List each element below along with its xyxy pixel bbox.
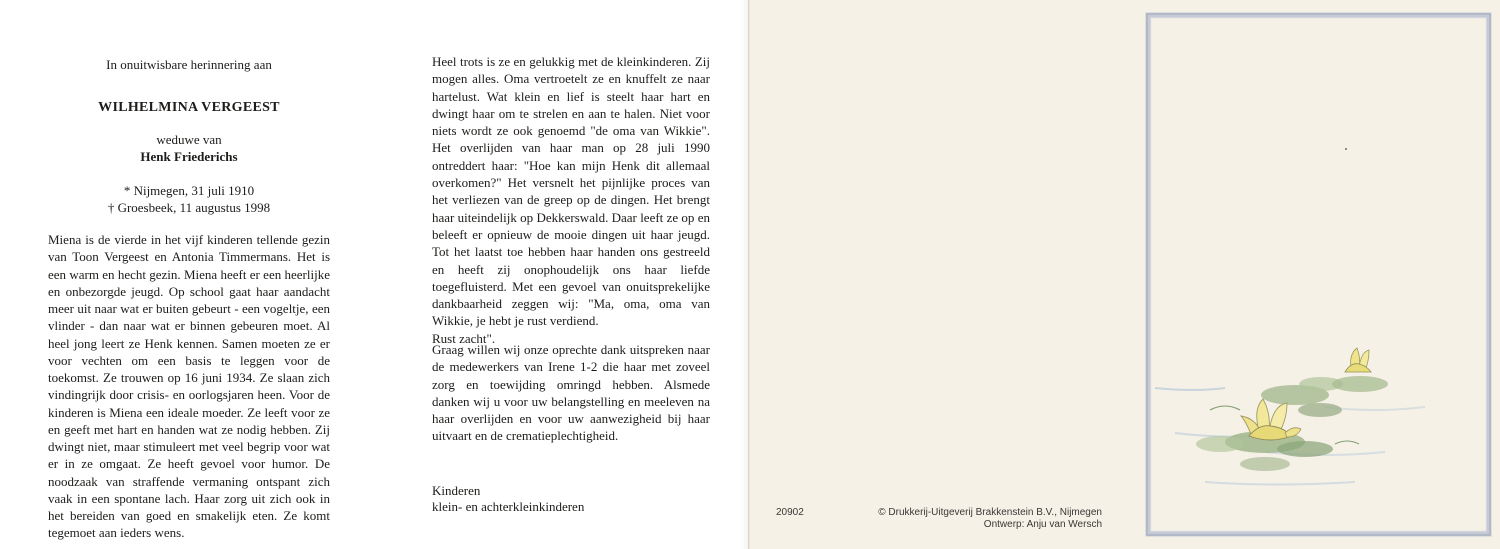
designer-credit: Ontwerp: Anju van Wersch	[983, 519, 1102, 530]
birth-line: * Nijmegen, 31 juli 1910	[123, 183, 255, 198]
signoff-grandchildren: klein- en achterkleinkinderen	[432, 499, 585, 514]
biography-text: Miena is de vierde in het vijf kinderen tellende gezin van Toon Vergeest en Antonia Timmermans. Het is een warm en hecht gezin. Miena heeft er een heerlijke en onbezorgde jeugd. Op school gaat haar aandacht meer uit naar wat er buiten gebeurt - een vogeltje, een vlinder - dan naar wat er binnen gebeuren moet. Al heel jong leert ze Henk kennen. Samen moeten ze er voor vechten om een basis te leggen voor de toekomst. Ze trouwen op 16 juni 1934. Ze slaan zich vindingrijk door crisis- en oorlogsjaren heen. Voor de kinderen is Miena een ideale moeder. Ze leeft voor ze en geeft met hart en handen wat ze nodig hebben. Zij dwingt niet, maar stimuleert met veel begrip voor wat er in ze omgaat. Ze heeft gevoel voor humor. De noodzaak van straffende vermaning ontspant zich vaak in een spontane lach. Haar zorg uit zich ook in het bereiden van goed en smakelijk eten. Ze komt tegemoet aan ieders wens.	[48, 232, 330, 541]
watercolor-frame	[1145, 12, 1494, 538]
thank-you-text: Graag willen wij onze oprechte dank uitspreken naar de medewerkers van Irene 1-2 die haar met zoveel zorg en toewijding omringd hebben. Alsmede danken wij u voor uw belangstelling en meeleven na haar overlijden en voor uw aanwezigheid bij haar uitvaart en de crematieplechtigheid.	[432, 342, 710, 444]
signoff-children: Kinderen	[432, 483, 481, 498]
card-fold	[740, 0, 750, 549]
deceased-name: WILHELMINA VERGEEST	[98, 100, 280, 115]
story-text: Heel trots is ze en gelukkig met de kleinkinderen. Zij mogen alles. Oma vertroetelt ze en knuffelt ze naar hartelust. Wat klein en lief is steelt haar hart en dwingt haar om te strelen en aan te halen. Niet voor niets wordt ze ook genoemd "de oma van Wikkie". Het overlijden van haar man op 28 juli 1990 ontreddert haar: "Hoe kan mijn Henk dit allemaal overkomen?" Het versnelt het pijnlijke proces van het verliezen van de greep op de dingen. Het brengt haar uiteindelijk op Dekkerswald. Daar leeft ze op en beleeft er opnieuw de mooie dingen uit haar jeugd. Tot het laatst toe hebben haar handen ons gestreeld en heeft zij onophoudelijk ons haar liefde toegefluisterd. Met een gevoel van onuitsprekelijke dankbaarheid zeggen wij: "Ma, oma, oma van Wikkie, je hebt je rust verdiend.	[432, 54, 710, 329]
death-line: † Groesbeek, 11 augustus 1998	[107, 200, 271, 215]
grandchildren-story	[432, 53, 710, 347]
story-closing: Rust zacht".	[432, 330, 496, 346]
printer-credit: © Drukkerij-Uitgeverij Brakkenstein B.V., Nijmegen	[878, 507, 1102, 518]
memorial-intro: In onuitwisbare herinnering aan	[106, 57, 272, 72]
widow-of-label: weduwe van	[156, 132, 222, 147]
spouse-name: Henk Friederichs	[140, 149, 238, 164]
frame-border	[1147, 14, 1490, 535]
print-code: 20902	[776, 507, 804, 518]
water-lily-icon	[1155, 348, 1425, 485]
